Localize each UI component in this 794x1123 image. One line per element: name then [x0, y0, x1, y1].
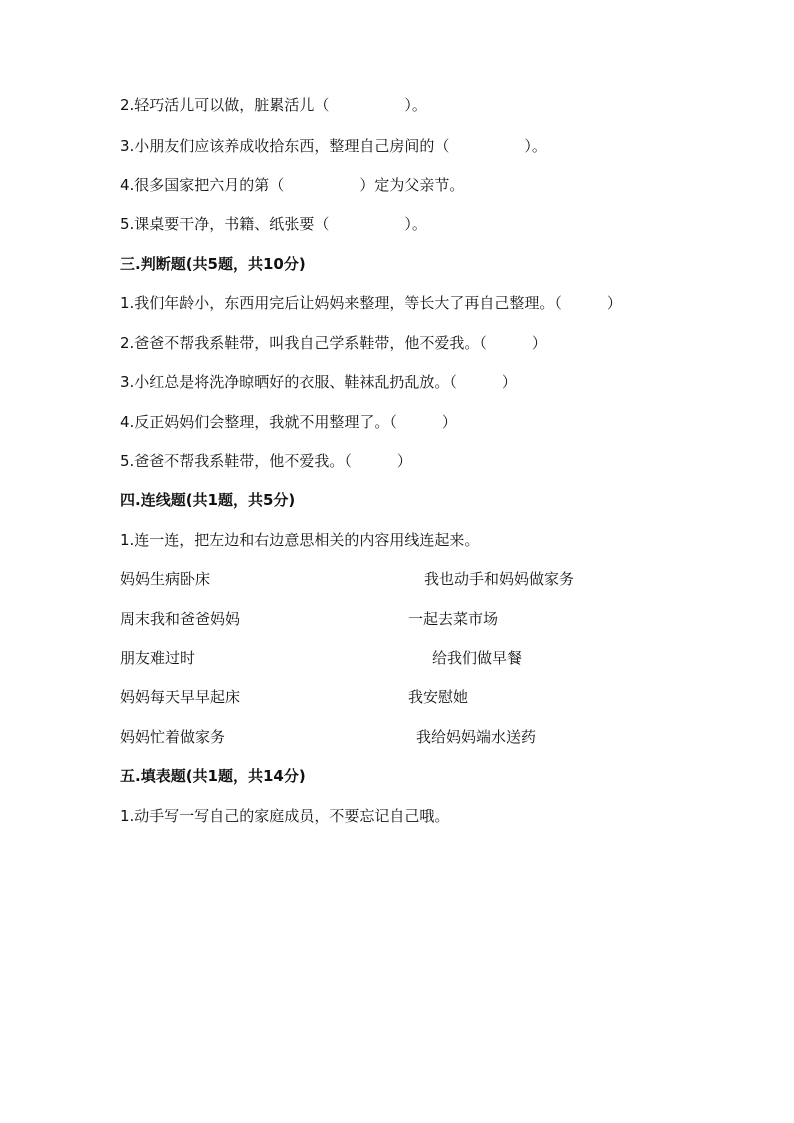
table-question: 1.动手写一写自己的家庭成员，不要忘记自己哦。	[120, 807, 450, 825]
fill-item-4: 4.很多国家把六月的第（ ）定为父亲节。	[120, 176, 465, 194]
match-left-item-5: 妈妈忙着做家务	[120, 728, 226, 746]
judge-section-heading: 三.判断题(共5题，共10分)	[120, 255, 306, 273]
judge-item-2: 2.爸爸不帮我系鞋带，叫我自己学系鞋带，他不爱我。（ ）	[120, 334, 547, 352]
match-left-item-2: 周末我和爸爸妈妈	[120, 610, 241, 628]
judge-item-5: 5.爸爸不帮我系鞋带，他不爱我。（ ）	[120, 452, 412, 470]
table-section-heading: 五.填表题(共1题，共14分)	[120, 767, 306, 785]
match-left-item-3: 朋友难过时	[120, 649, 196, 667]
match-question: 1.连一连，把左边和右边意思相关的内容用线连起来。	[120, 531, 480, 549]
match-right-item-1: 我也动手和妈妈做家务	[424, 570, 575, 588]
match-section-heading: 四.连线题(共1题，共5分)	[120, 491, 296, 509]
match-left-item-1: 妈妈生病卧床	[120, 570, 211, 588]
match-left-item-4: 妈妈每天早早起床	[120, 688, 241, 706]
judge-item-4: 4.反正妈妈们会整理，我就不用整理了。（ ）	[120, 413, 457, 431]
fill-item-2: 2.轻巧活儿可以做，脏累活儿（ ）。	[120, 96, 427, 114]
judge-item-1: 1.我们年龄小，东西用完后让妈妈来整理，等长大了再自己整理。（ ）	[120, 294, 622, 312]
fill-item-5: 5.课桌要干净，书籍、纸张要（ ）。	[120, 215, 427, 233]
match-right-item-4: 我安慰她	[408, 688, 469, 706]
judge-item-3: 3.小红总是将洗净晾晒好的衣服、鞋袜乱扔乱放。（ ）	[120, 373, 517, 391]
fill-item-3: 3.小朋友们应该养成收拾东西，整理自己房间的（ ）。	[120, 137, 547, 155]
match-right-item-5: 我给妈妈端水送药	[416, 728, 537, 746]
match-right-item-2: 一起去菜市场	[408, 610, 499, 628]
match-right-item-3: 给我们做早餐	[432, 649, 523, 667]
